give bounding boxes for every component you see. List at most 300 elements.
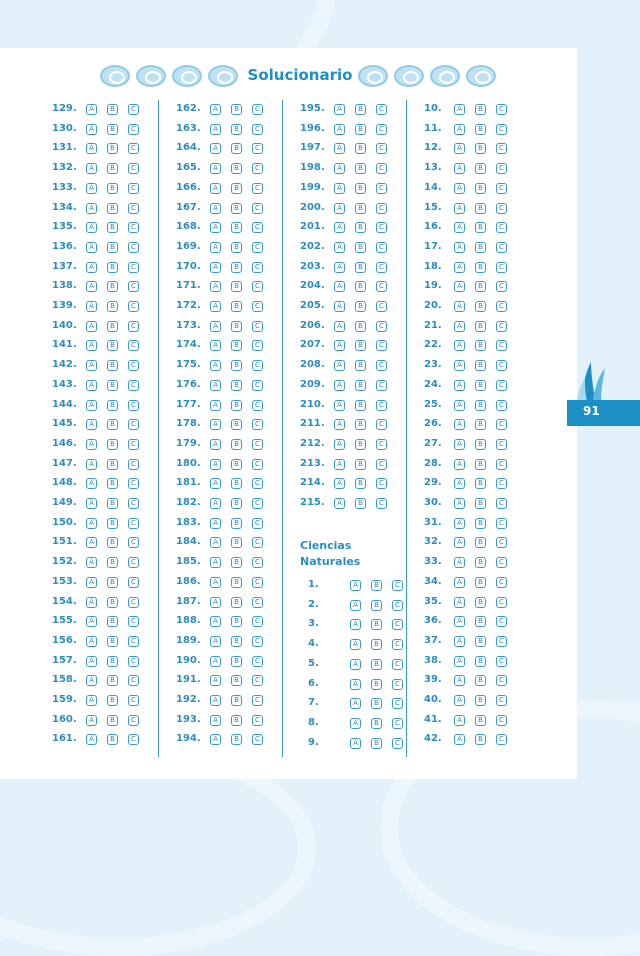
answer-option-bubble[interactable]: C — [252, 656, 263, 667]
answer-option-bubble[interactable]: B — [371, 600, 382, 611]
answer-option-bubble[interactable]: B — [107, 656, 118, 667]
answer-option-bubble[interactable]: C — [128, 163, 139, 174]
answer-option-bubble[interactable]: A — [210, 419, 221, 430]
answer-option-bubble[interactable]: A — [454, 675, 465, 686]
answer-option-bubble[interactable]: A — [86, 380, 97, 391]
answer-option-bubble[interactable]: A — [86, 143, 97, 154]
answer-option-bubble[interactable]: C — [376, 439, 387, 450]
answer-option-bubble[interactable]: C — [392, 619, 403, 630]
answer-option-bubble[interactable]: B — [231, 124, 242, 135]
answer-option-bubble[interactable]: A — [334, 301, 345, 312]
answer-option-bubble[interactable]: A — [86, 459, 97, 470]
answer-option-bubble[interactable]: A — [86, 400, 97, 411]
answer-option-bubble[interactable]: C — [128, 340, 139, 351]
answer-option-bubble[interactable]: C — [128, 557, 139, 568]
answer-option-bubble[interactable]: B — [107, 143, 118, 154]
answer-option-bubble[interactable]: A — [454, 321, 465, 332]
answer-option-bubble[interactable]: A — [454, 301, 465, 312]
answer-option-bubble[interactable]: A — [350, 639, 361, 650]
answer-option-bubble[interactable]: B — [475, 143, 486, 154]
answer-option-bubble[interactable]: A — [210, 321, 221, 332]
answer-option-bubble[interactable]: C — [496, 281, 507, 292]
answer-option-bubble[interactable]: C — [496, 104, 507, 115]
answer-option-bubble[interactable]: B — [107, 636, 118, 647]
answer-option-bubble[interactable]: B — [107, 478, 118, 489]
answer-option-bubble[interactable]: A — [210, 340, 221, 351]
answer-option-bubble[interactable]: B — [107, 439, 118, 450]
answer-option-bubble[interactable]: B — [231, 459, 242, 470]
answer-option-bubble[interactable]: C — [128, 104, 139, 115]
answer-option-bubble[interactable]: B — [355, 104, 366, 115]
answer-option-bubble[interactable]: C — [392, 698, 403, 709]
answer-option-bubble[interactable]: C — [252, 419, 263, 430]
answer-option-bubble[interactable]: B — [107, 301, 118, 312]
answer-option-bubble[interactable]: C — [128, 675, 139, 686]
answer-option-bubble[interactable]: C — [128, 498, 139, 509]
answer-option-bubble[interactable]: A — [210, 498, 221, 509]
answer-option-bubble[interactable]: C — [496, 695, 507, 706]
answer-option-bubble[interactable]: A — [454, 163, 465, 174]
answer-option-bubble[interactable]: A — [350, 659, 361, 670]
answer-option-bubble[interactable]: A — [454, 459, 465, 470]
answer-option-bubble[interactable]: B — [231, 360, 242, 371]
answer-option-bubble[interactable]: B — [475, 518, 486, 529]
answer-option-bubble[interactable]: B — [355, 124, 366, 135]
answer-option-bubble[interactable]: B — [371, 639, 382, 650]
answer-option-bubble[interactable]: C — [496, 597, 507, 608]
answer-option-bubble[interactable]: C — [128, 656, 139, 667]
answer-option-bubble[interactable]: C — [376, 163, 387, 174]
answer-option-bubble[interactable]: A — [334, 163, 345, 174]
answer-option-bubble[interactable]: C — [496, 301, 507, 312]
answer-option-bubble[interactable]: B — [475, 321, 486, 332]
answer-option-bubble[interactable]: C — [128, 124, 139, 135]
answer-option-bubble[interactable]: A — [350, 718, 361, 729]
answer-option-bubble[interactable]: A — [454, 143, 465, 154]
answer-option-bubble[interactable]: B — [355, 203, 366, 214]
answer-option-bubble[interactable]: A — [454, 577, 465, 588]
answer-option-bubble[interactable]: A — [210, 242, 221, 253]
answer-option-bubble[interactable]: B — [371, 679, 382, 690]
answer-option-bubble[interactable]: B — [231, 557, 242, 568]
answer-option-bubble[interactable]: B — [231, 656, 242, 667]
answer-option-bubble[interactable]: B — [475, 163, 486, 174]
answer-option-bubble[interactable]: C — [252, 439, 263, 450]
answer-option-bubble[interactable]: B — [231, 281, 242, 292]
answer-option-bubble[interactable]: A — [86, 203, 97, 214]
answer-option-bubble[interactable]: C — [496, 675, 507, 686]
answer-option-bubble[interactable]: A — [86, 124, 97, 135]
answer-option-bubble[interactable]: A — [86, 734, 97, 745]
answer-option-bubble[interactable]: B — [355, 281, 366, 292]
answer-option-bubble[interactable]: C — [128, 636, 139, 647]
answer-option-bubble[interactable]: A — [86, 656, 97, 667]
answer-option-bubble[interactable]: A — [210, 222, 221, 233]
answer-option-bubble[interactable]: B — [475, 459, 486, 470]
answer-option-bubble[interactable]: C — [252, 636, 263, 647]
answer-option-bubble[interactable]: A — [86, 597, 97, 608]
answer-option-bubble[interactable]: C — [376, 242, 387, 253]
answer-option-bubble[interactable]: C — [496, 400, 507, 411]
answer-option-bubble[interactable]: C — [496, 419, 507, 430]
answer-option-bubble[interactable]: A — [454, 360, 465, 371]
answer-option-bubble[interactable]: B — [107, 380, 118, 391]
answer-option-bubble[interactable]: B — [355, 478, 366, 489]
answer-option-bubble[interactable]: C — [128, 380, 139, 391]
answer-option-bubble[interactable]: B — [231, 222, 242, 233]
answer-option-bubble[interactable]: B — [107, 518, 118, 529]
answer-option-bubble[interactable]: C — [252, 518, 263, 529]
answer-option-bubble[interactable]: B — [475, 242, 486, 253]
answer-option-bubble[interactable]: B — [355, 459, 366, 470]
answer-option-bubble[interactable]: C — [128, 400, 139, 411]
answer-option-bubble[interactable]: B — [231, 262, 242, 273]
answer-option-bubble[interactable]: A — [210, 537, 221, 548]
answer-option-bubble[interactable]: B — [475, 695, 486, 706]
answer-option-bubble[interactable]: C — [252, 557, 263, 568]
answer-option-bubble[interactable]: C — [252, 124, 263, 135]
answer-option-bubble[interactable]: B — [107, 124, 118, 135]
answer-option-bubble[interactable]: C — [496, 715, 507, 726]
answer-option-bubble[interactable]: B — [107, 340, 118, 351]
answer-option-bubble[interactable]: A — [86, 518, 97, 529]
answer-option-bubble[interactable]: A — [86, 616, 97, 627]
answer-option-bubble[interactable]: A — [210, 577, 221, 588]
answer-option-bubble[interactable]: C — [496, 557, 507, 568]
answer-option-bubble[interactable]: C — [252, 597, 263, 608]
answer-option-bubble[interactable]: B — [475, 439, 486, 450]
answer-option-bubble[interactable]: C — [128, 715, 139, 726]
answer-option-bubble[interactable]: C — [376, 478, 387, 489]
answer-option-bubble[interactable]: C — [252, 537, 263, 548]
answer-option-bubble[interactable]: C — [496, 163, 507, 174]
answer-option-bubble[interactable]: A — [334, 439, 345, 450]
answer-option-bubble[interactable]: C — [252, 281, 263, 292]
answer-option-bubble[interactable]: C — [376, 183, 387, 194]
answer-option-bubble[interactable]: C — [252, 734, 263, 745]
answer-option-bubble[interactable]: C — [252, 301, 263, 312]
answer-option-bubble[interactable]: A — [454, 439, 465, 450]
answer-option-bubble[interactable]: C — [252, 242, 263, 253]
answer-option-bubble[interactable]: A — [454, 616, 465, 627]
answer-option-bubble[interactable]: A — [210, 734, 221, 745]
answer-option-bubble[interactable]: A — [86, 262, 97, 273]
answer-option-bubble[interactable]: B — [107, 715, 118, 726]
answer-option-bubble[interactable]: C — [496, 143, 507, 154]
answer-option-bubble[interactable]: B — [231, 616, 242, 627]
answer-option-bubble[interactable]: A — [334, 478, 345, 489]
answer-option-bubble[interactable]: C — [128, 616, 139, 627]
answer-option-bubble[interactable]: C — [376, 104, 387, 115]
answer-option-bubble[interactable]: A — [210, 478, 221, 489]
answer-option-bubble[interactable]: A — [454, 380, 465, 391]
answer-option-bubble[interactable]: B — [107, 577, 118, 588]
answer-option-bubble[interactable]: C — [128, 321, 139, 332]
answer-option-bubble[interactable]: C — [496, 734, 507, 745]
answer-option-bubble[interactable]: A — [454, 183, 465, 194]
answer-option-bubble[interactable]: B — [355, 262, 366, 273]
answer-option-bubble[interactable]: A — [210, 360, 221, 371]
answer-option-bubble[interactable]: B — [231, 577, 242, 588]
answer-option-bubble[interactable]: B — [107, 498, 118, 509]
answer-option-bubble[interactable]: C — [376, 301, 387, 312]
answer-option-bubble[interactable]: C — [376, 380, 387, 391]
answer-option-bubble[interactable]: A — [210, 656, 221, 667]
answer-option-bubble[interactable]: B — [371, 698, 382, 709]
answer-option-bubble[interactable]: A — [334, 203, 345, 214]
answer-option-bubble[interactable]: A — [350, 679, 361, 690]
answer-option-bubble[interactable]: C — [128, 597, 139, 608]
answer-option-bubble[interactable]: B — [475, 301, 486, 312]
answer-option-bubble[interactable]: C — [128, 281, 139, 292]
answer-option-bubble[interactable]: A — [86, 281, 97, 292]
answer-option-bubble[interactable]: B — [107, 537, 118, 548]
answer-option-bubble[interactable]: B — [475, 183, 486, 194]
answer-option-bubble[interactable]: A — [454, 478, 465, 489]
answer-option-bubble[interactable]: B — [231, 163, 242, 174]
answer-option-bubble[interactable]: B — [231, 695, 242, 706]
answer-option-bubble[interactable]: A — [86, 183, 97, 194]
answer-option-bubble[interactable]: A — [86, 636, 97, 647]
answer-option-bubble[interactable]: C — [496, 616, 507, 627]
answer-option-bubble[interactable]: B — [355, 419, 366, 430]
answer-option-bubble[interactable]: A — [210, 400, 221, 411]
answer-option-bubble[interactable]: A — [210, 597, 221, 608]
answer-option-bubble[interactable]: A — [86, 301, 97, 312]
answer-option-bubble[interactable]: B — [231, 183, 242, 194]
answer-option-bubble[interactable]: A — [86, 104, 97, 115]
answer-option-bubble[interactable]: B — [475, 636, 486, 647]
answer-option-bubble[interactable]: C — [128, 577, 139, 588]
answer-option-bubble[interactable]: C — [376, 360, 387, 371]
answer-option-bubble[interactable]: A — [86, 242, 97, 253]
answer-option-bubble[interactable]: A — [454, 537, 465, 548]
answer-option-bubble[interactable]: A — [334, 498, 345, 509]
answer-option-bubble[interactable]: B — [107, 242, 118, 253]
answer-option-bubble[interactable]: B — [107, 203, 118, 214]
answer-option-bubble[interactable]: B — [355, 183, 366, 194]
answer-option-bubble[interactable]: C — [128, 459, 139, 470]
answer-option-bubble[interactable]: B — [231, 242, 242, 253]
answer-option-bubble[interactable]: C — [252, 715, 263, 726]
answer-option-bubble[interactable]: A — [454, 222, 465, 233]
answer-option-bubble[interactable]: B — [107, 557, 118, 568]
answer-option-bubble[interactable]: C — [252, 498, 263, 509]
answer-option-bubble[interactable]: C — [252, 478, 263, 489]
answer-option-bubble[interactable]: C — [252, 340, 263, 351]
answer-option-bubble[interactable]: A — [210, 459, 221, 470]
answer-option-bubble[interactable]: A — [86, 360, 97, 371]
answer-option-bubble[interactable]: A — [210, 183, 221, 194]
answer-option-bubble[interactable]: B — [475, 222, 486, 233]
answer-option-bubble[interactable]: B — [231, 675, 242, 686]
answer-option-bubble[interactable]: B — [475, 577, 486, 588]
answer-option-bubble[interactable]: C — [376, 203, 387, 214]
answer-option-bubble[interactable]: B — [371, 580, 382, 591]
answer-option-bubble[interactable]: B — [371, 619, 382, 630]
answer-option-bubble[interactable]: A — [454, 636, 465, 647]
answer-option-bubble[interactable]: A — [454, 715, 465, 726]
answer-option-bubble[interactable]: C — [128, 734, 139, 745]
answer-option-bubble[interactable]: A — [454, 557, 465, 568]
answer-option-bubble[interactable]: B — [107, 360, 118, 371]
answer-option-bubble[interactable]: A — [210, 281, 221, 292]
answer-option-bubble[interactable]: A — [454, 340, 465, 351]
answer-option-bubble[interactable]: C — [496, 537, 507, 548]
answer-option-bubble[interactable]: B — [231, 203, 242, 214]
answer-option-bubble[interactable]: A — [86, 675, 97, 686]
answer-option-bubble[interactable]: A — [86, 439, 97, 450]
answer-option-bubble[interactable]: B — [107, 104, 118, 115]
answer-option-bubble[interactable]: B — [107, 675, 118, 686]
answer-option-bubble[interactable]: B — [107, 183, 118, 194]
answer-option-bubble[interactable]: C — [128, 203, 139, 214]
answer-option-bubble[interactable]: C — [376, 222, 387, 233]
answer-option-bubble[interactable]: B — [475, 380, 486, 391]
answer-option-bubble[interactable]: C — [252, 577, 263, 588]
answer-option-bubble[interactable]: A — [86, 478, 97, 489]
answer-option-bubble[interactable]: C — [496, 360, 507, 371]
answer-option-bubble[interactable]: A — [86, 321, 97, 332]
answer-option-bubble[interactable]: C — [376, 498, 387, 509]
answer-option-bubble[interactable]: A — [210, 636, 221, 647]
answer-option-bubble[interactable]: B — [107, 262, 118, 273]
answer-option-bubble[interactable]: C — [252, 183, 263, 194]
answer-option-bubble[interactable]: A — [454, 124, 465, 135]
answer-option-bubble[interactable]: B — [355, 400, 366, 411]
answer-option-bubble[interactable]: B — [371, 738, 382, 749]
answer-option-bubble[interactable]: C — [376, 459, 387, 470]
answer-option-bubble[interactable]: B — [355, 340, 366, 351]
answer-option-bubble[interactable]: B — [231, 537, 242, 548]
answer-option-bubble[interactable]: B — [475, 715, 486, 726]
answer-option-bubble[interactable]: C — [496, 498, 507, 509]
answer-option-bubble[interactable]: B — [107, 695, 118, 706]
answer-option-bubble[interactable]: A — [86, 222, 97, 233]
answer-option-bubble[interactable]: C — [392, 600, 403, 611]
answer-option-bubble[interactable]: A — [334, 242, 345, 253]
answer-option-bubble[interactable]: B — [371, 659, 382, 670]
answer-option-bubble[interactable]: B — [475, 203, 486, 214]
answer-option-bubble[interactable]: C — [496, 380, 507, 391]
answer-option-bubble[interactable]: C — [128, 419, 139, 430]
answer-option-bubble[interactable]: B — [231, 597, 242, 608]
answer-option-bubble[interactable]: C — [496, 242, 507, 253]
answer-option-bubble[interactable]: B — [231, 400, 242, 411]
answer-option-bubble[interactable]: C — [392, 738, 403, 749]
answer-option-bubble[interactable]: B — [231, 715, 242, 726]
answer-option-bubble[interactable]: C — [128, 439, 139, 450]
answer-option-bubble[interactable]: A — [334, 143, 345, 154]
answer-option-bubble[interactable]: C — [128, 478, 139, 489]
answer-option-bubble[interactable]: B — [355, 163, 366, 174]
answer-option-bubble[interactable]: C — [128, 695, 139, 706]
answer-option-bubble[interactable]: A — [86, 577, 97, 588]
answer-option-bubble[interactable]: C — [496, 222, 507, 233]
answer-option-bubble[interactable]: C — [128, 183, 139, 194]
answer-option-bubble[interactable]: B — [231, 104, 242, 115]
answer-option-bubble[interactable]: C — [128, 222, 139, 233]
answer-option-bubble[interactable]: C — [128, 518, 139, 529]
answer-option-bubble[interactable]: A — [334, 104, 345, 115]
answer-option-bubble[interactable]: A — [210, 124, 221, 135]
answer-option-bubble[interactable]: C — [376, 262, 387, 273]
answer-option-bubble[interactable]: B — [475, 537, 486, 548]
answer-option-bubble[interactable]: C — [252, 380, 263, 391]
answer-option-bubble[interactable]: A — [350, 619, 361, 630]
answer-option-bubble[interactable]: C — [392, 639, 403, 650]
answer-option-bubble[interactable]: C — [376, 321, 387, 332]
answer-option-bubble[interactable]: A — [86, 557, 97, 568]
answer-option-bubble[interactable]: B — [231, 340, 242, 351]
answer-option-bubble[interactable]: B — [475, 419, 486, 430]
answer-option-bubble[interactable]: B — [355, 380, 366, 391]
answer-option-bubble[interactable]: B — [231, 143, 242, 154]
answer-option-bubble[interactable]: A — [210, 715, 221, 726]
answer-option-bubble[interactable]: A — [210, 439, 221, 450]
answer-option-bubble[interactable]: A — [454, 597, 465, 608]
answer-option-bubble[interactable]: A — [334, 340, 345, 351]
answer-option-bubble[interactable]: C — [496, 636, 507, 647]
answer-option-bubble[interactable]: A — [210, 557, 221, 568]
answer-option-bubble[interactable]: B — [475, 597, 486, 608]
answer-option-bubble[interactable]: B — [355, 143, 366, 154]
answer-option-bubble[interactable]: B — [231, 439, 242, 450]
answer-option-bubble[interactable]: A — [350, 738, 361, 749]
answer-option-bubble[interactable]: A — [86, 163, 97, 174]
answer-option-bubble[interactable]: C — [128, 360, 139, 371]
answer-option-bubble[interactable]: C — [496, 321, 507, 332]
answer-option-bubble[interactable]: A — [454, 518, 465, 529]
answer-option-bubble[interactable]: A — [210, 163, 221, 174]
answer-option-bubble[interactable]: A — [454, 695, 465, 706]
answer-option-bubble[interactable]: A — [454, 419, 465, 430]
answer-option-bubble[interactable]: A — [350, 580, 361, 591]
answer-option-bubble[interactable]: B — [231, 734, 242, 745]
answer-option-bubble[interactable]: B — [475, 104, 486, 115]
answer-option-bubble[interactable]: B — [475, 675, 486, 686]
answer-option-bubble[interactable]: B — [231, 380, 242, 391]
answer-option-bubble[interactable]: B — [355, 321, 366, 332]
answer-option-bubble[interactable]: B — [475, 262, 486, 273]
answer-option-bubble[interactable]: B — [475, 281, 486, 292]
answer-option-bubble[interactable]: C — [496, 478, 507, 489]
answer-option-bubble[interactable]: C — [392, 580, 403, 591]
answer-option-bubble[interactable]: C — [496, 439, 507, 450]
answer-option-bubble[interactable]: A — [454, 104, 465, 115]
answer-option-bubble[interactable]: A — [210, 616, 221, 627]
answer-option-bubble[interactable]: B — [355, 439, 366, 450]
answer-option-bubble[interactable]: B — [475, 734, 486, 745]
answer-option-bubble[interactable]: C — [252, 163, 263, 174]
answer-option-bubble[interactable]: A — [86, 419, 97, 430]
answer-option-bubble[interactable]: A — [210, 203, 221, 214]
answer-option-bubble[interactable]: A — [454, 203, 465, 214]
answer-option-bubble[interactable]: B — [371, 718, 382, 729]
answer-option-bubble[interactable]: C — [496, 124, 507, 135]
answer-option-bubble[interactable]: C — [376, 281, 387, 292]
answer-option-bubble[interactable]: B — [355, 242, 366, 253]
answer-option-bubble[interactable]: B — [475, 557, 486, 568]
answer-option-bubble[interactable]: B — [355, 222, 366, 233]
answer-option-bubble[interactable]: B — [107, 321, 118, 332]
answer-option-bubble[interactable]: B — [475, 498, 486, 509]
answer-option-bubble[interactable]: C — [252, 203, 263, 214]
answer-option-bubble[interactable]: A — [210, 301, 221, 312]
answer-option-bubble[interactable]: C — [128, 262, 139, 273]
answer-option-bubble[interactable]: A — [334, 419, 345, 430]
answer-option-bubble[interactable]: B — [107, 163, 118, 174]
